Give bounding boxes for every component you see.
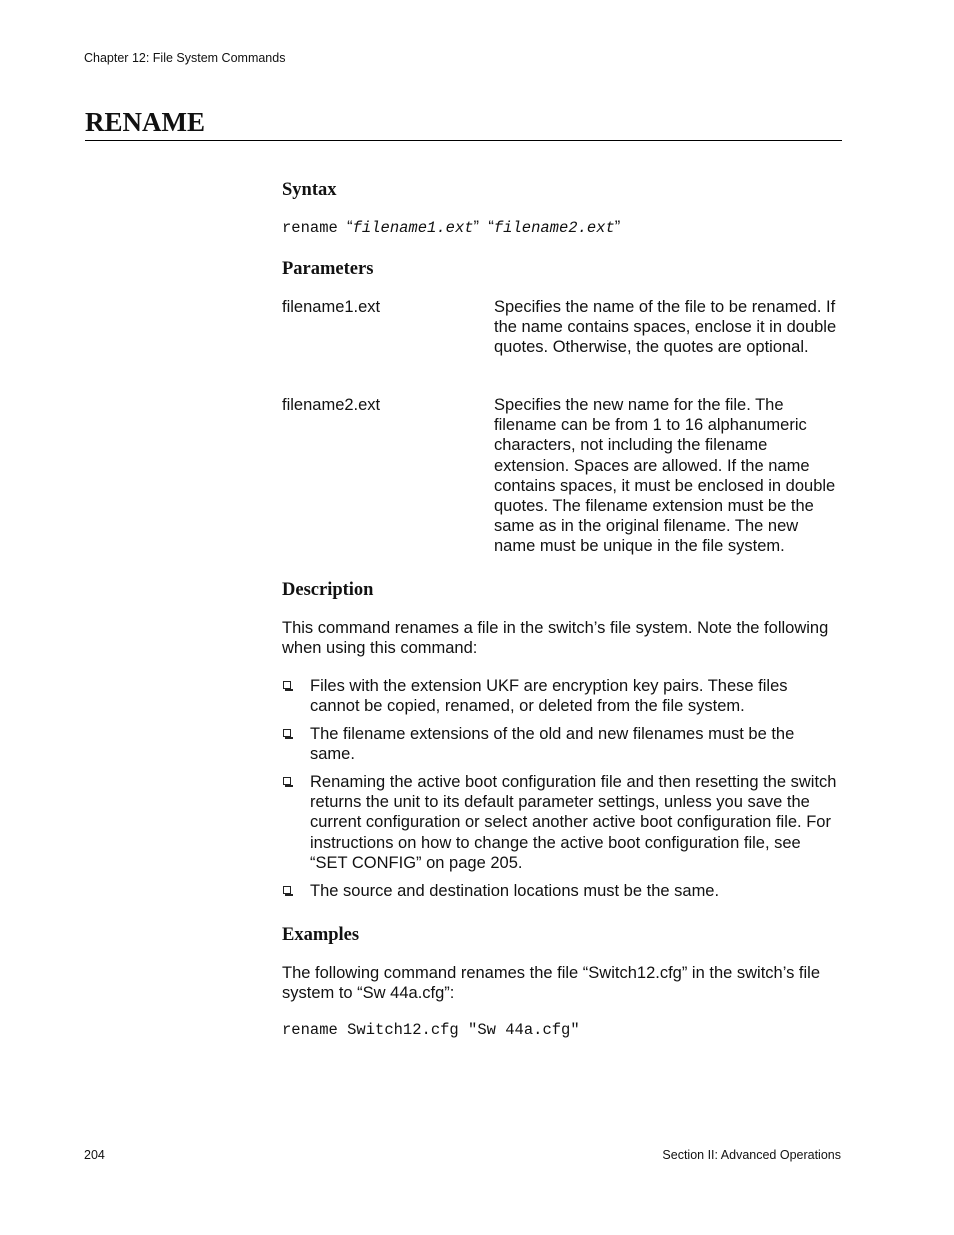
checkbox-bullet-icon	[283, 681, 291, 689]
example-command: rename Switch12.cfg "Sw 44a.cfg"	[282, 1021, 580, 1039]
list-item-text: The source and destination locations must be the same.	[310, 882, 720, 900]
title-rule	[85, 140, 842, 141]
description-intro: This command renames a file in the switch’s file system. Note the following when using this command:	[282, 619, 829, 658]
syntax-line	[282, 216, 620, 239]
syntax-command: rename	[282, 219, 338, 237]
syntax-heading: Syntax	[282, 180, 337, 200]
list-item-text: Files with the extension UKF are encryption key pairs. These files cannot be copied, renamed, or deleted from the file system.	[310, 677, 788, 716]
checkbox-bullet-icon	[283, 729, 291, 737]
list-item-text: Renaming the active boot configuration file and then resetting the switch returns the unit to its default parameter settings, unless you save the current configuration or select another active boot configuration file. For instructions on how to change the active boot configuration file, see “SET CONFIG” on page 205.	[310, 773, 837, 872]
syntax-open-quote-1: “	[347, 218, 353, 236]
description-heading: Description	[282, 580, 374, 600]
page-number: 204	[84, 1148, 105, 1162]
parameters-heading: Parameters	[282, 259, 374, 279]
running-head: Chapter 12: File System Commands	[84, 51, 286, 65]
syntax-close-quote-2: ”	[614, 218, 621, 236]
param-name-filename2: filename2.ext	[282, 396, 381, 414]
param-desc-filename1: Specifies the name of the file to be renamed. If the name contains spaces, enclose it in double quotes. Otherwise, the quotes are optional.	[494, 298, 837, 357]
examples-intro: The following command renames the file “Switch12.cfg” in the switch’s file system to “Sw 44a.cfg”:	[282, 964, 821, 1003]
footer-section: Section II: Advanced Operations	[662, 1148, 841, 1162]
syntax-arg2: filename2.ext	[493, 219, 615, 237]
syntax-open-quote-2: “	[488, 218, 494, 236]
checkbox-bullet-icon	[283, 777, 291, 785]
param-name-filename1: filename1.ext	[282, 298, 381, 316]
examples-heading: Examples	[282, 925, 360, 945]
list-item-text: The filename extensions of the old and new filenames must be the same.	[310, 725, 795, 764]
syntax-close-quote-1: ”	[473, 218, 480, 236]
checkbox-bullet-icon	[283, 886, 291, 894]
page-title: RENAME	[85, 107, 205, 137]
param-desc-filename2: Specifies the new name for the file. The filename can be from 1 to 16 alphanumeric characters, not including the filename extension. Spaces are allowed. If the name contains spaces, it must be enclosed in double quotes. The filename extension must be the same as in the original filename. The new name must be unique in the file system.	[494, 396, 836, 556]
syntax-arg1: filename1.ext	[352, 219, 474, 237]
